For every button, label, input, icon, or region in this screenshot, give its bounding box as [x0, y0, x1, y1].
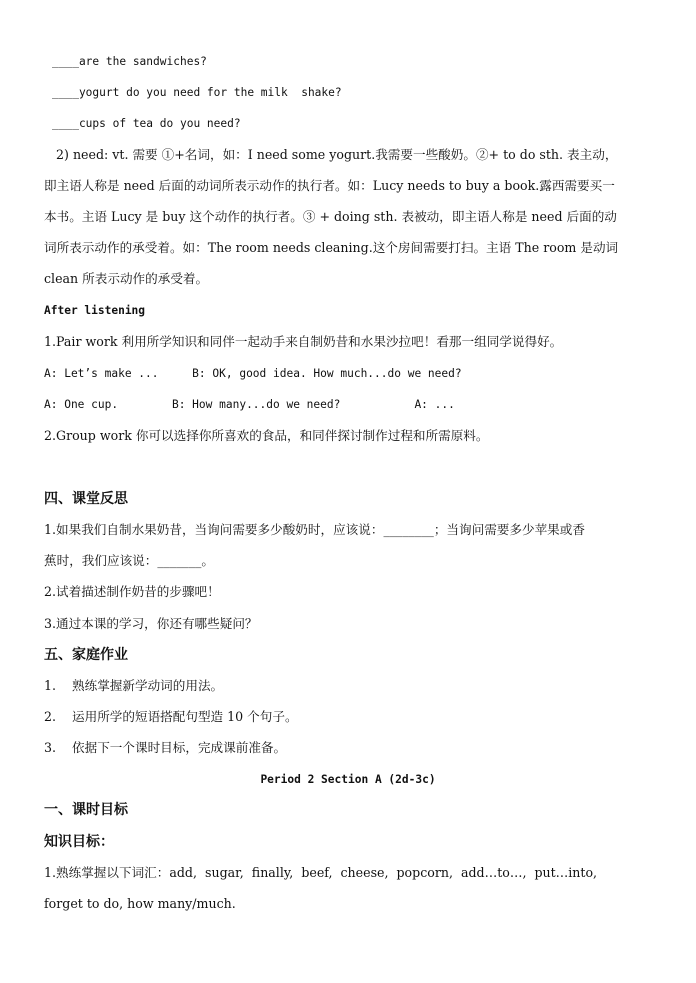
after-listening-heading: After listening [44, 304, 146, 317]
fill-in-question-1: ____are the sandwiches? [52, 55, 207, 68]
vocabulary-line-2: forget to do, how many/much. [44, 896, 236, 911]
reflection-question-1-line-2: 蕉时，我们应该说：_______。 [44, 553, 215, 568]
homework-item-1: 1. 熟练掌握新学动词的用法。 [44, 678, 224, 693]
need-explanation-line-3: 本书。主语 Lucy 是 buy 这个动作的执行者。③ + doing sth. 表被动，即主语人称是 need 后面的动 [44, 209, 617, 224]
reflection-question-2: 2.试着描述制作奶昔的步骤吧！ [44, 584, 220, 599]
lesson-objectives-heading: 一、课时目标 [44, 802, 128, 818]
period-2-title: Period 2 Section A (2d-3c) [260, 773, 436, 786]
homework-item-3: 3. 依据下一个课时目标，完成课前准备。 [44, 740, 287, 755]
need-explanation-line-5: clean 所表示动作的承受着。 [44, 271, 209, 286]
dialog-line-1: A: Let’s make ... B: OK, good idea. How much...do we need? [44, 367, 462, 380]
need-explanation-line-4: 词所表示动作的承受着。如：The room needs cleaning.这个房间需要打扫。主语 The room 是动词 [44, 240, 619, 255]
reflection-heading: 四、课堂反思 [44, 491, 128, 507]
need-explanation-line-2: 即主语人称是 need 后面的动词所表示动作的执行者。如：Lucy needs to buy a book.露西需要买一 [44, 178, 615, 193]
fill-in-question-2: ____yogurt do you need for the milk shake? [52, 86, 342, 99]
dialog-line-2: A: One cup. B: How many...do we need? A: ... [44, 398, 455, 411]
fill-in-question-3: ____cups of tea do you need? [52, 117, 241, 130]
reflection-question-1-line-1: 1.如果我们自制水果奶昔，当询问需要多少酸奶时，应该说：________；当询问需要多少苹果或香 [44, 522, 585, 537]
need-explanation-line-1: 2) need: vt. 需要 ①+名词，如：I need some yogurt.我需要一些酸奶。②+ to do sth. 表主动， [44, 147, 618, 162]
vocabulary-line-1: 1.熟练掌握以下词汇：add, sugar, finally, beef, cheese, popcorn, add…to…, put…into, [44, 865, 598, 880]
pair-work-instruction: 1.Pair work 利用所学知识和同伴一起动手来自制奶昔和水果沙拉吧！看那一组同学说得好。 [44, 334, 563, 349]
homework-heading: 五、家庭作业 [44, 647, 128, 663]
group-work-instruction: 2.Group work 你可以选择你所喜欢的食品，和同伴探讨制作过程和所需原料。 [44, 428, 489, 443]
reflection-question-3: 3.通过本课的学习，你还有哪些疑问？ [44, 616, 258, 631]
homework-item-2: 2. 运用所学的短语搭配句型造 10 个句子。 [44, 709, 298, 724]
knowledge-objectives-heading: 知识目标： [44, 834, 114, 850]
